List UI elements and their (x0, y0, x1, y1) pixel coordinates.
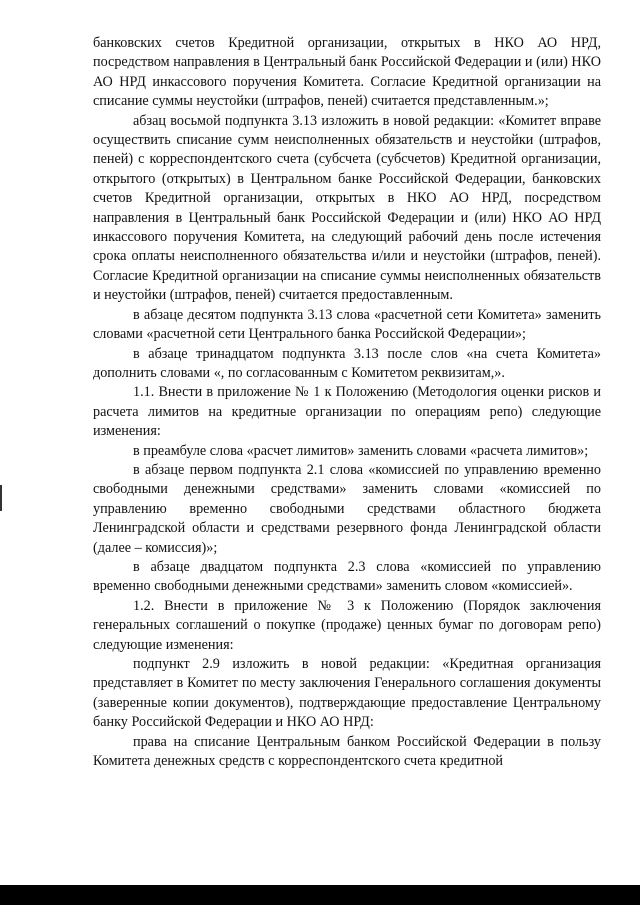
scan-edge-mark (0, 485, 2, 511)
paragraph-6: в преамбуле слова «расчет лимитов» заменить словами «расчета лимитов»; (133, 442, 589, 459)
paragraph-5: 1.1. Внести в приложение № 1 к Положению (Методология оценки рисков и расчета лимитов на кредитные организации по операциям репо) следующие изменения: (93, 384, 601, 440)
scan-bottom-border (0, 885, 640, 905)
document-body (93, 34, 601, 771)
paragraph-8: в абзаце двадцатом подпункта 2.3 слова «комиссией по управлению временно свободными денежными средствами» заменить словом «комиссией». (93, 558, 601, 595)
paragraph-2: абзац восьмой подпункта 3.13 изложить в новой редакции: «Комитет вправе осуществить списание сумм неисполненных обязательств и неустойки (штрафов, пеней) с корреспондентского счета (субсчета (субсчетов) Кредитной организации, открытого (открытых) в Центральном банке Российской Федерации, банковских счетов Кредитной организации, открытых в НКО АО НРД, посредством направления в Центральный банк Российской Федерации и (или) НКО АО НРД инкассового поручения Комитета, на следующий рабочий день после истечения срока оплаты неисполненного обязательства и/или и неустойки (штрафов, пеней). Согласие Кредитной организации на списание суммы неисполненных обязательств и неустойки (штрафов, пеней) считается предоставленным. (93, 112, 601, 304)
paragraph-3: в абзаце десятом подпункта 3.13 слова «расчетной сети Комитета» заменить словами «расчетной сети Центрального банка Российской Федерации»; (93, 306, 601, 343)
paragraph-11: права на списание Центральным банком Российской Федерации в пользу Комитета денежных средств с корреспондентского счета кредитной (93, 733, 601, 770)
paragraph-9: 1.2. Внести в приложение № 3 к Положению (Порядок заключения генеральных соглашений о покупке (продаже) ценных бумаг по договорам репо) следующие изменения: (93, 597, 601, 653)
paragraph-4: в абзаце тринадцатом подпункта 3.13 после слов «на счета Комитета» дополнить словами «, по согласованным с Комитетом реквизитам,». (93, 345, 601, 381)
paragraph-10: подпункт 2.9 изложить в новой редакции: «Кредитная организация представляет в Комитет по месту заключения Генерального соглашения документы (заверенные копии документов), подтверждающие предоставление Центральному банку Российской Федерации и НКО АО НРД: (93, 656, 601, 731)
paragraph-1: банковских счетов Кредитной организации, открытых в НКО АО НРД, посредством направления в Центральный банк Российской Федерации и (или) НКО АО НРД инкассового поручения Комитета. Согласие Кредитной организации на списание суммы неустойки (штрафов, пеней) считается представленным.»; (93, 35, 601, 110)
paragraph-7: в абзаце первом подпункта 2.1 слова «комиссией по управлению временно свободными денежными средствами» заменить словами «комиссией по управлению временно свободными средствами областного бюджета Ленинградской области и средствами резервного фонда Ленинградской области (далее – комиссия)»; (93, 461, 601, 556)
